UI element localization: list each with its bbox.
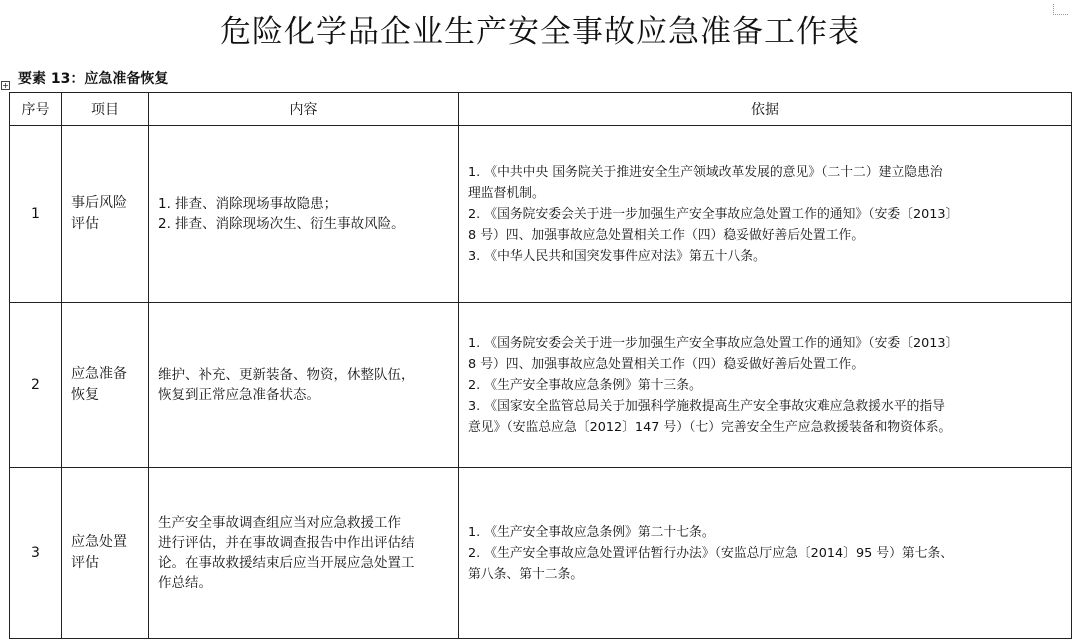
- basis-line: 1. 《国务院安委会关于进一步加强生产安全事故应急处置工作的通知》（安委〔2013〕: [468, 335, 959, 351]
- basis-line: 2. 《生产安全事故应急条例》第十三条。: [468, 377, 702, 393]
- header-basis: 依据: [459, 93, 1072, 126]
- row-item: [62, 303, 149, 468]
- content-line: 论。在事故救援结束后应当开展应急处置工: [158, 555, 415, 571]
- table-move-handle-icon[interactable]: +: [2, 81, 9, 90]
- section-label: 要素 13：应急准备恢复: [18, 71, 169, 87]
- row-basis: [459, 303, 1072, 468]
- basis-line: 1. 《中共中央 国务院关于推进安全生产领域改革发展的意见》（二十二）建立隐患治: [468, 164, 943, 180]
- row-content: [149, 468, 459, 639]
- item-line: 应急准备: [71, 366, 127, 382]
- header-item: 项目: [62, 93, 149, 126]
- row-item: [62, 126, 149, 303]
- table-row: [10, 303, 1072, 468]
- row-content: [149, 126, 459, 303]
- item-line: 恢复: [71, 387, 99, 403]
- basis-line: 3. 《中华人民共和国突发事件应对法》第五十八条。: [468, 248, 766, 264]
- content-line: 作总结。: [158, 575, 212, 591]
- content-line: 维护、补充、更新装备、物资，休整队伍，: [158, 367, 415, 383]
- row-number: 1: [10, 126, 62, 303]
- table-row: [10, 468, 1072, 639]
- text-boundary-mark: [1053, 4, 1068, 15]
- row-content: [149, 303, 459, 468]
- row-number: 3: [10, 468, 62, 639]
- basis-line: 8 号）四、加强事故应急处置相关工作（四）稳妥做好善后处置工作。: [468, 356, 865, 372]
- content-line: 进行评估，并在事故调查报告中作出评估结: [158, 535, 415, 551]
- page-title: 危险化学品企业生产安全事故应急准备工作表: [220, 14, 860, 50]
- row-basis: [459, 126, 1072, 303]
- basis-line: 2. 《生产安全事故应急处置评估暂行办法》（安监总厅应急〔2014〕95 号）第七条、: [468, 545, 954, 561]
- basis-line: 2. 《国务院安委会关于进一步加强生产安全事故应急处置工作的通知》（安委〔2013〕: [468, 206, 959, 222]
- content-line: 1. 排查、消除现场事故隐患；: [158, 196, 338, 212]
- basis-line: 1. 《生产安全事故应急条例》第二十七条。: [468, 524, 715, 540]
- item-line: 评估: [71, 216, 99, 232]
- row-number: 2: [10, 303, 62, 468]
- item-line: 评估: [71, 555, 99, 571]
- basis-line: 8 号）四、加强事故应急处置相关工作（四）稳妥做好善后处置工作。: [468, 227, 865, 243]
- table-header-row: [10, 93, 1072, 126]
- row-item: [62, 468, 149, 639]
- item-line: 应急处置: [71, 534, 127, 550]
- item-line: 事后风险: [71, 195, 127, 211]
- header-no: 序号: [10, 93, 62, 126]
- basis-line: 3. 《国家安全监管总局关于加强科学施救提高生产安全事故灾难应急救援水平的指导: [468, 398, 945, 414]
- basis-line: 第八条、第十二条。: [468, 566, 584, 582]
- basis-line: 意见》（安监总应急〔2012〕147 号）（七）完善安全生产应急救援装备和物资体系。: [468, 419, 952, 435]
- work-table: [9, 92, 1072, 639]
- content-line: 生产安全事故调查组应当对应急救援工作: [158, 515, 401, 531]
- basis-line: 理监督机制。: [468, 185, 545, 201]
- row-basis: [459, 468, 1072, 639]
- content-line: 2. 排查、消除现场次生、衍生事故风险。: [158, 216, 405, 232]
- content-line: 恢复到正常应急准备状态。: [158, 387, 320, 403]
- header-content: 内容: [149, 93, 459, 126]
- table-row: [10, 126, 1072, 303]
